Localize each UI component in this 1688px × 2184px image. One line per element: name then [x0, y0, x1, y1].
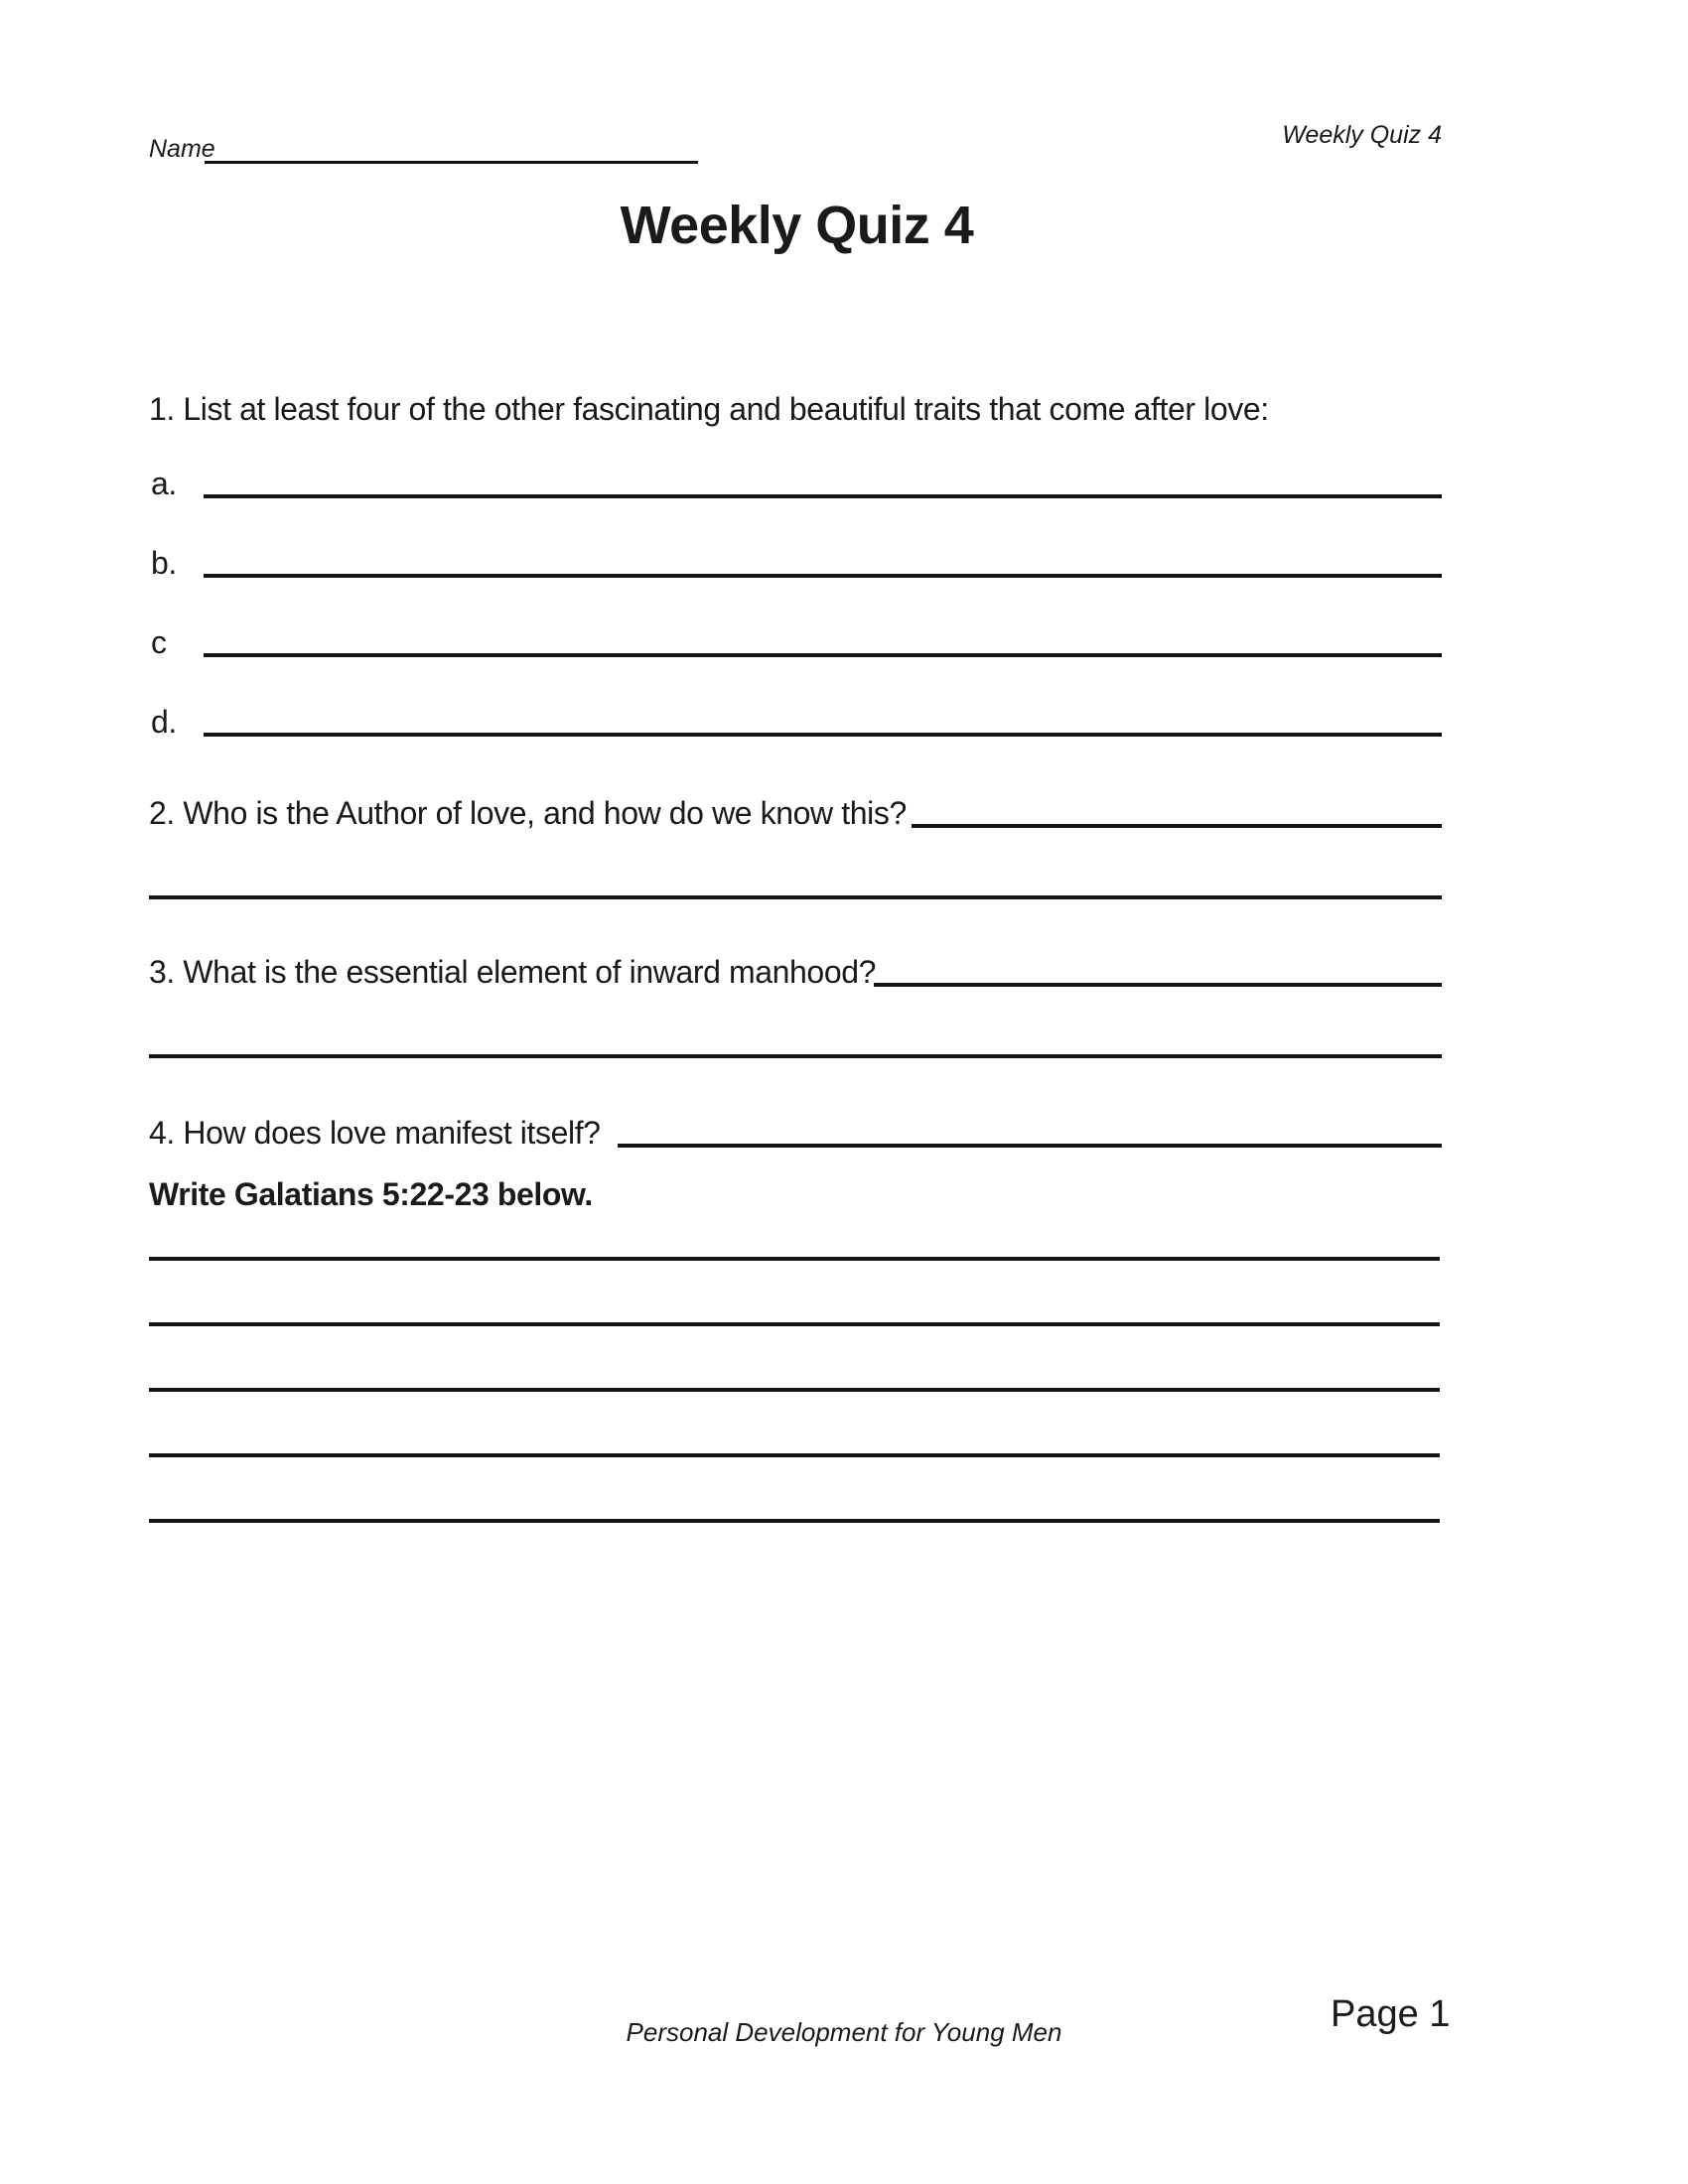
question-3-answer-line-1	[874, 983, 1442, 987]
blank-label-b: b.	[151, 545, 177, 581]
footer-course-title: Personal Development for Young Men	[626, 2017, 1062, 2047]
question-3-text: 3. What is the essential element of inward manhood?	[149, 954, 877, 990]
name-blank-line	[205, 161, 698, 164]
question-4-answer-line	[618, 1144, 1442, 1148]
question-2-text: 2. Who is the Author of love, and how do we know this?	[149, 795, 907, 831]
answer-line-d	[204, 733, 1442, 737]
verse-line-5	[149, 1519, 1440, 1523]
question-1-text: 1. List at least four of the other fascinating and beautiful traits that come after love:	[149, 391, 1269, 427]
answer-line-c	[204, 653, 1442, 657]
answer-line-a	[204, 494, 1442, 498]
header-doc-ref: Weekly Quiz 4	[1282, 121, 1442, 149]
verse-line-3	[149, 1388, 1440, 1392]
verse-line-2	[149, 1322, 1440, 1326]
verse-line-4	[149, 1453, 1440, 1457]
answer-line-b	[204, 574, 1442, 578]
footer-page-number: Page 1	[1331, 1993, 1451, 2035]
blank-label-d: d.	[151, 704, 177, 740]
question-2-answer-line-1	[912, 824, 1442, 828]
write-verse-heading: Write Galatians 5:22-23 below.	[149, 1176, 593, 1212]
blank-label-c: c	[151, 624, 167, 660]
question-3-answer-line-2	[149, 1054, 1442, 1058]
blank-label-a: a.	[151, 466, 177, 501]
question-4-text: 4. How does love manifest itself?	[149, 1115, 601, 1151]
verse-line-1	[149, 1257, 1440, 1261]
page-title: Weekly Quiz 4	[620, 196, 974, 255]
name-label: Name	[149, 135, 215, 163]
question-2-answer-line-2	[149, 895, 1442, 899]
